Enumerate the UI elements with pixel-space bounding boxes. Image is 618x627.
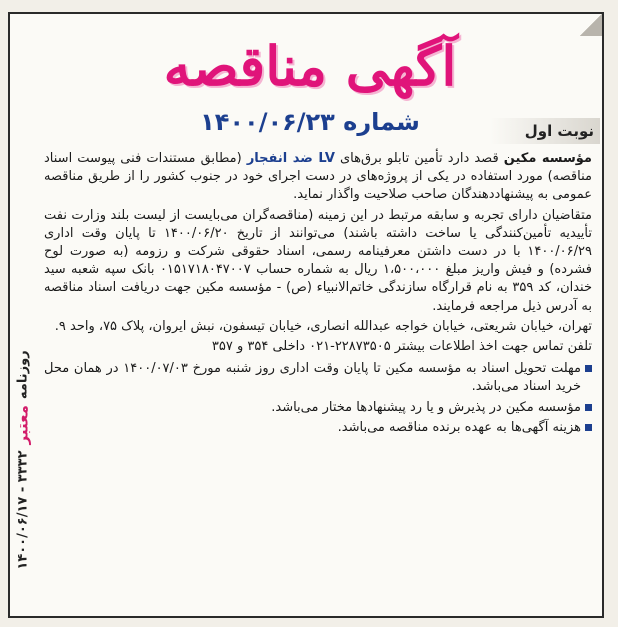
paragraph-requirements: متقاضیان دارای تجربه و سابقه مرتبط در این زمینه (مناقصه‌گران می‌بایست از لیست بلند وزارت نفت تأییدیه تأمین‌کنندگی یا ساخت داشته باشند) می‌توانند از تاریخ ۱۴۰۰/۰۶/۲۰ تا پایان وقت اداری ۱۴۰۰/۰۶/۲۹ با در دست داشتن معرفینامه رسمی، اسناد حقوقی شرکت و رزومه (به صورت لوح فشرده) و فیش واریز مبلغ ۱،۵۰۰،۰۰۰ ریال به شماره حساب ۰۱۵۱۷۱۸۰۴۷۰۰۷ بانک سپه شعبه سید خندان، کد ۳۵۹ به نام قرارگاه سازندگی خاتم‌الانبیاء (ص) - مؤسسه مکین جهت دریافت اسناد مناقصه به آدرس ذیل مراجعه فرمایند. <box>44 207 593 314</box>
intro-tail: (مطابق مستندات فنی پیوست اسناد مناقصه) مورد استفاده در یکی از پروژه‌های در دست اجرای خود در جنوب کشور را از طریق مناقصه عمومی به پیشنهاددهندگان صاحب صلاحیت واگذار نماید. <box>44 151 592 203</box>
bullet-text: مؤسسه مکین در پذیرش و یا رد پیشنهادها مختار می‌باشد. <box>271 399 581 415</box>
list-item <box>44 360 592 396</box>
paragraph-phone: تلفن تماس جهت اخذ اطلاعات بیشتر ۲۲۸۷۳۵۰۵-۰۲۱ داخلی ۳۵۴ و ۳۵۷ <box>211 339 592 355</box>
side-strip <box>10 330 36 590</box>
org-name: مؤسسه مکین <box>503 151 592 166</box>
paragraph-intro <box>44 150 592 205</box>
page-title: آگهی مناقصه <box>163 34 457 98</box>
edition-tag: نوبت اول <box>490 118 600 144</box>
notice-body <box>44 150 592 439</box>
bullet-text: هزینه آگهی‌ها به عهده برنده مناقصه می‌باشد. <box>337 419 581 435</box>
product-highlight: LV ضد انفجار <box>246 151 335 166</box>
intro-middle: قصد دارد تأمین تابلو برق‌های <box>334 151 504 166</box>
side-issue: ۳۳۳۲ - ۱۴۰۰/۰۶/۱۷ <box>15 450 31 570</box>
bullet-square-icon <box>585 365 592 372</box>
page-corner-fold <box>580 14 602 36</box>
side-newspaper-label <box>14 350 32 569</box>
list-item <box>44 419 592 437</box>
bullet-square-icon <box>585 424 592 431</box>
side-brand: معتبر <box>14 405 32 445</box>
side-newspaper: روزنامه <box>15 350 31 400</box>
bullet-square-icon <box>585 404 592 411</box>
tender-number: شماره ۱۴۰۰/۰۶/۲۳ <box>200 108 420 136</box>
list-item <box>44 399 592 417</box>
paragraph-address: تهران، خیابان شریعتی، خیابان خواجه عبدالله انصاری، خیابان تیسفون، نبش ایروان، پلاک ۷۵، واحد ۹. <box>54 318 592 334</box>
bullet-list <box>44 360 592 437</box>
bullet-text: مهلت تحویل اسناد به مؤسسه مکین تا پایان وقت اداری روز شنبه مورخ ۱۴۰۰/۰۷/۰۳ در همان محل خرید اسناد می‌باشد. <box>44 361 582 395</box>
